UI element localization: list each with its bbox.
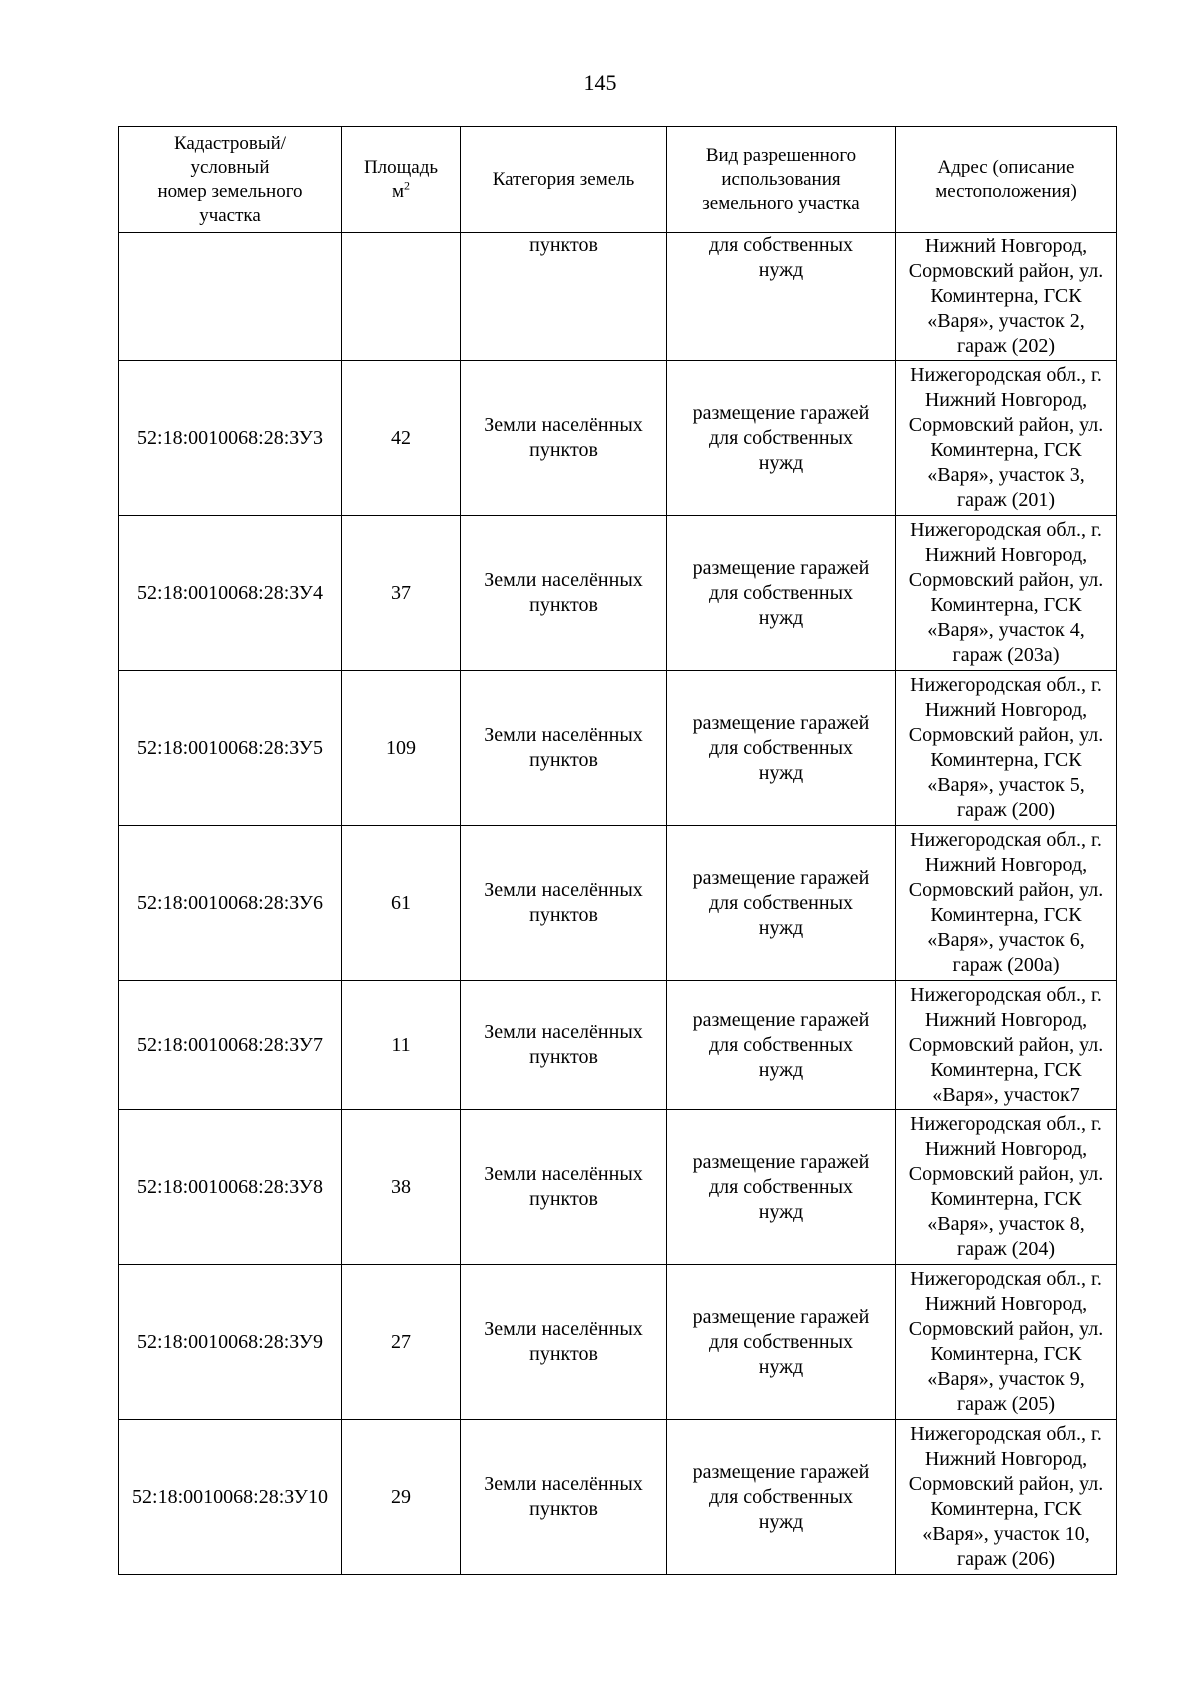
category-line: пунктов xyxy=(529,1188,598,1210)
cell-usage xyxy=(667,826,896,981)
cell-address xyxy=(896,1420,1117,1575)
address-line: Сормовский район, ул. xyxy=(908,879,1104,901)
cell-address xyxy=(896,233,1117,361)
cell-area: 29 xyxy=(342,1420,461,1575)
cell-category xyxy=(461,361,667,516)
header-cadastral-line: условный xyxy=(190,156,270,178)
header-address xyxy=(896,127,1117,233)
cell-address xyxy=(896,826,1117,981)
header-usage-line: Вид разрешенного xyxy=(705,144,857,166)
address-line: «Варя», участок 2, xyxy=(927,310,1085,332)
address-line: гараж (200а) xyxy=(952,954,1060,976)
category-line: пунктов xyxy=(529,234,598,256)
cell-cadastral-number: 52:18:0010068:28:ЗУ6 xyxy=(119,826,342,981)
address-line: Нижний Новгород, xyxy=(924,699,1088,721)
header-usage-line: использования xyxy=(721,168,841,190)
usage-line: нужд xyxy=(758,259,804,281)
address-line: Коминтерна, ГСК xyxy=(930,1498,1082,1520)
header-area-unit xyxy=(342,180,460,204)
category-line: Земли населённых xyxy=(484,879,643,901)
address-line: гараж (200) xyxy=(956,799,1056,821)
table-row xyxy=(119,826,1117,981)
cell-category xyxy=(461,1265,667,1420)
usage-line: для собственных xyxy=(708,1330,854,1353)
address-line: Нижний Новгород, xyxy=(924,235,1088,257)
address-line: Сормовский район, ул. xyxy=(908,1473,1104,1495)
usage-line: размещение гаражей xyxy=(692,401,870,424)
cell-address xyxy=(896,361,1117,516)
address-line: Коминтерна, ГСК xyxy=(930,594,1082,616)
address-line: Сормовский район, ул. xyxy=(908,569,1104,591)
cell-area: 11 xyxy=(342,981,461,1110)
table-row xyxy=(119,361,1117,516)
cell-usage xyxy=(667,233,896,361)
usage-line: для собственных xyxy=(708,426,854,449)
address-line: Сормовский район, ул. xyxy=(908,414,1104,436)
address-line: Сормовский район, ул. xyxy=(908,260,1104,282)
address-line: Нижний Новгород, xyxy=(924,1008,1088,1031)
address-line: Сормовский район, ул. xyxy=(908,724,1104,746)
table-row xyxy=(119,1420,1117,1575)
cell-category xyxy=(461,1110,667,1265)
cell-category xyxy=(461,516,667,671)
header-usage-line: земельного участка xyxy=(702,192,860,214)
cell-cadastral-number: 52:18:0010068:28:ЗУ5 xyxy=(119,671,342,826)
address-line: Сормовский район, ул. xyxy=(908,1318,1104,1340)
category-line: пунктов xyxy=(529,1498,598,1520)
land-plots-table xyxy=(118,126,1117,1575)
cell-address xyxy=(896,671,1117,826)
cell-area: 37 xyxy=(342,516,461,671)
usage-line: нужд xyxy=(758,606,804,629)
usage-line: нужд xyxy=(758,451,804,474)
cell-category xyxy=(461,826,667,981)
table-row xyxy=(119,671,1117,826)
usage-line: для собственных xyxy=(708,736,854,759)
header-address-line: Адрес (описание xyxy=(937,156,1075,178)
header-cadastral-line: участка xyxy=(199,204,261,226)
cell-cadastral-number: 52:18:0010068:28:ЗУ9 xyxy=(119,1265,342,1420)
table-row xyxy=(119,1110,1117,1265)
cell-usage xyxy=(667,361,896,516)
category-line: пунктов xyxy=(529,749,598,771)
address-line: гараж (204) xyxy=(956,1238,1056,1260)
cell-address xyxy=(896,1265,1117,1420)
address-line: гараж (205) xyxy=(956,1393,1056,1415)
category-line: Земли населённых xyxy=(484,1021,643,1043)
address-line: Нижегородская обл., г. xyxy=(910,983,1102,1006)
usage-line: для собственных xyxy=(708,581,854,604)
usage-line: для собственных xyxy=(708,891,854,914)
cell-category xyxy=(461,1420,667,1575)
header-area-unit-sup: 2 xyxy=(404,178,411,193)
cell-category xyxy=(461,671,667,826)
address-line: Коминтерна, ГСК xyxy=(930,1058,1082,1081)
address-line: «Варя», участок 4, xyxy=(927,619,1085,641)
cell-area: 38 xyxy=(342,1110,461,1265)
page-number: 145 xyxy=(583,70,617,95)
usage-line: нужд xyxy=(758,916,804,939)
address-line: Коминтерна, ГСК xyxy=(930,285,1082,307)
header-address-line: местоположения) xyxy=(935,180,1077,202)
header-area-unit-text: м xyxy=(391,180,405,202)
category-line: Земли населённых xyxy=(484,1473,643,1495)
address-line: «Варя», участок 5, xyxy=(927,774,1085,796)
cell-cadastral-number: 52:18:0010068:28:ЗУ7 xyxy=(119,981,342,1110)
usage-line: размещение гаражей xyxy=(692,1460,870,1483)
address-line: Нижний Новгород, xyxy=(924,1448,1088,1470)
address-line: Нижегородская обл., г. xyxy=(910,674,1102,696)
cell-address xyxy=(896,1110,1117,1265)
address-line: «Варя», участок 3, xyxy=(927,464,1085,486)
cell-usage xyxy=(667,1110,896,1265)
address-line: гараж (201) xyxy=(956,489,1056,511)
category-line: пунктов xyxy=(529,904,598,926)
category-line: Земли населённых xyxy=(484,1318,643,1340)
cell-usage xyxy=(667,981,896,1110)
category-line: Земли населённых xyxy=(484,414,643,436)
address-line: Коминтерна, ГСК xyxy=(930,749,1082,771)
address-line: «Варя», участок 8, xyxy=(927,1213,1085,1235)
table-row-continuation xyxy=(119,233,1117,361)
address-line: Нижегородская обл., г. xyxy=(910,829,1102,851)
address-line: гараж (202) xyxy=(956,335,1056,357)
cell-area-empty xyxy=(342,233,461,361)
category-line: Земли населённых xyxy=(484,724,643,746)
usage-line: нужд xyxy=(758,1200,804,1223)
usage-line: нужд xyxy=(758,1058,804,1081)
usage-line: размещение гаражей xyxy=(692,1008,870,1031)
address-line: Нижегородская обл., г. xyxy=(910,1113,1102,1135)
cell-category xyxy=(461,981,667,1110)
category-line: пунктов xyxy=(529,1343,598,1365)
header-cadastral-number xyxy=(119,127,342,233)
category-line: пунктов xyxy=(529,1046,598,1068)
table-row xyxy=(119,516,1117,671)
table-row xyxy=(119,1265,1117,1420)
cell-address xyxy=(896,516,1117,671)
usage-line: нужд xyxy=(758,1355,804,1378)
address-line: Коминтерна, ГСК xyxy=(930,1188,1082,1210)
cell-address xyxy=(896,981,1117,1110)
category-line: Земли населённых xyxy=(484,1163,643,1185)
address-line: гараж (203а) xyxy=(952,644,1060,666)
cell-cadastral-number: 52:18:0010068:28:ЗУ10 xyxy=(119,1420,342,1575)
header-area-line: Площадь xyxy=(363,156,439,178)
address-line: «Варя», участок 9, xyxy=(927,1368,1085,1390)
cell-category xyxy=(461,233,667,361)
header-cadastral-line: Кадастровый/ xyxy=(173,132,287,154)
address-line: Сормовский район, ул. xyxy=(908,1033,1104,1056)
table-body xyxy=(119,233,1117,1575)
cell-usage xyxy=(667,671,896,826)
header-land-category: Категория земель xyxy=(461,127,667,233)
cell-usage xyxy=(667,1265,896,1420)
address-line: Сормовский район, ул. xyxy=(908,1163,1104,1185)
address-line: «Варя», участок 6, xyxy=(927,929,1085,951)
address-line: Нижний Новгород, xyxy=(924,1293,1088,1315)
address-line: «Варя», участок7 xyxy=(932,1083,1080,1106)
usage-line: для собственных xyxy=(708,1033,854,1056)
address-line: Коминтерна, ГСК xyxy=(930,1343,1082,1365)
address-line: Нижний Новгород, xyxy=(924,854,1088,876)
address-line: Коминтерна, ГСК xyxy=(930,904,1082,926)
address-line: Нижний Новгород, xyxy=(924,1138,1088,1160)
usage-line: размещение гаражей xyxy=(692,1150,870,1173)
cell-area: 42 xyxy=(342,361,461,516)
usage-line: размещение гаражей xyxy=(692,1305,870,1328)
category-line: пунктов xyxy=(529,594,598,616)
cell-cadastral-empty xyxy=(119,233,342,361)
header-cadastral-line: номер земельного xyxy=(157,180,303,202)
address-line: Коминтерна, ГСК xyxy=(930,439,1082,461)
address-line: Нижегородская обл., г. xyxy=(910,519,1102,541)
cell-cadastral-number: 52:18:0010068:28:ЗУ8 xyxy=(119,1110,342,1265)
cell-usage xyxy=(667,1420,896,1575)
cell-area: 61 xyxy=(342,826,461,981)
cell-cadastral-number: 52:18:0010068:28:ЗУ4 xyxy=(119,516,342,671)
usage-line: размещение гаражей xyxy=(692,556,870,579)
category-line: Земли населённых xyxy=(484,569,643,591)
header-permitted-use xyxy=(667,127,896,233)
cell-area: 109 xyxy=(342,671,461,826)
usage-line: нужд xyxy=(758,761,804,784)
cell-area: 27 xyxy=(342,1265,461,1420)
address-line: Нижегородская обл., г. xyxy=(910,1423,1102,1445)
header-area xyxy=(342,127,461,233)
table-header-row xyxy=(119,127,1117,233)
usage-line: для собственных xyxy=(708,1485,854,1508)
category-line: пунктов xyxy=(529,439,598,461)
address-line: Нижний Новгород, xyxy=(924,544,1088,566)
usage-line: нужд xyxy=(758,1510,804,1533)
address-line: гараж (206) xyxy=(956,1548,1056,1570)
usage-line: для собственных xyxy=(708,234,854,256)
cell-cadastral-number: 52:18:0010068:28:ЗУ3 xyxy=(119,361,342,516)
usage-line: размещение гаражей xyxy=(692,711,870,734)
address-line: Нижегородская обл., г. xyxy=(910,364,1102,386)
address-line: Нижегородская обл., г. xyxy=(910,1268,1102,1290)
usage-line: для собственных xyxy=(708,1175,854,1198)
usage-line: размещение гаражей xyxy=(692,866,870,889)
address-line: «Варя», участок 10, xyxy=(922,1523,1090,1545)
table-row xyxy=(119,981,1117,1110)
cell-usage xyxy=(667,516,896,671)
address-line: Нижний Новгород, xyxy=(924,389,1088,411)
